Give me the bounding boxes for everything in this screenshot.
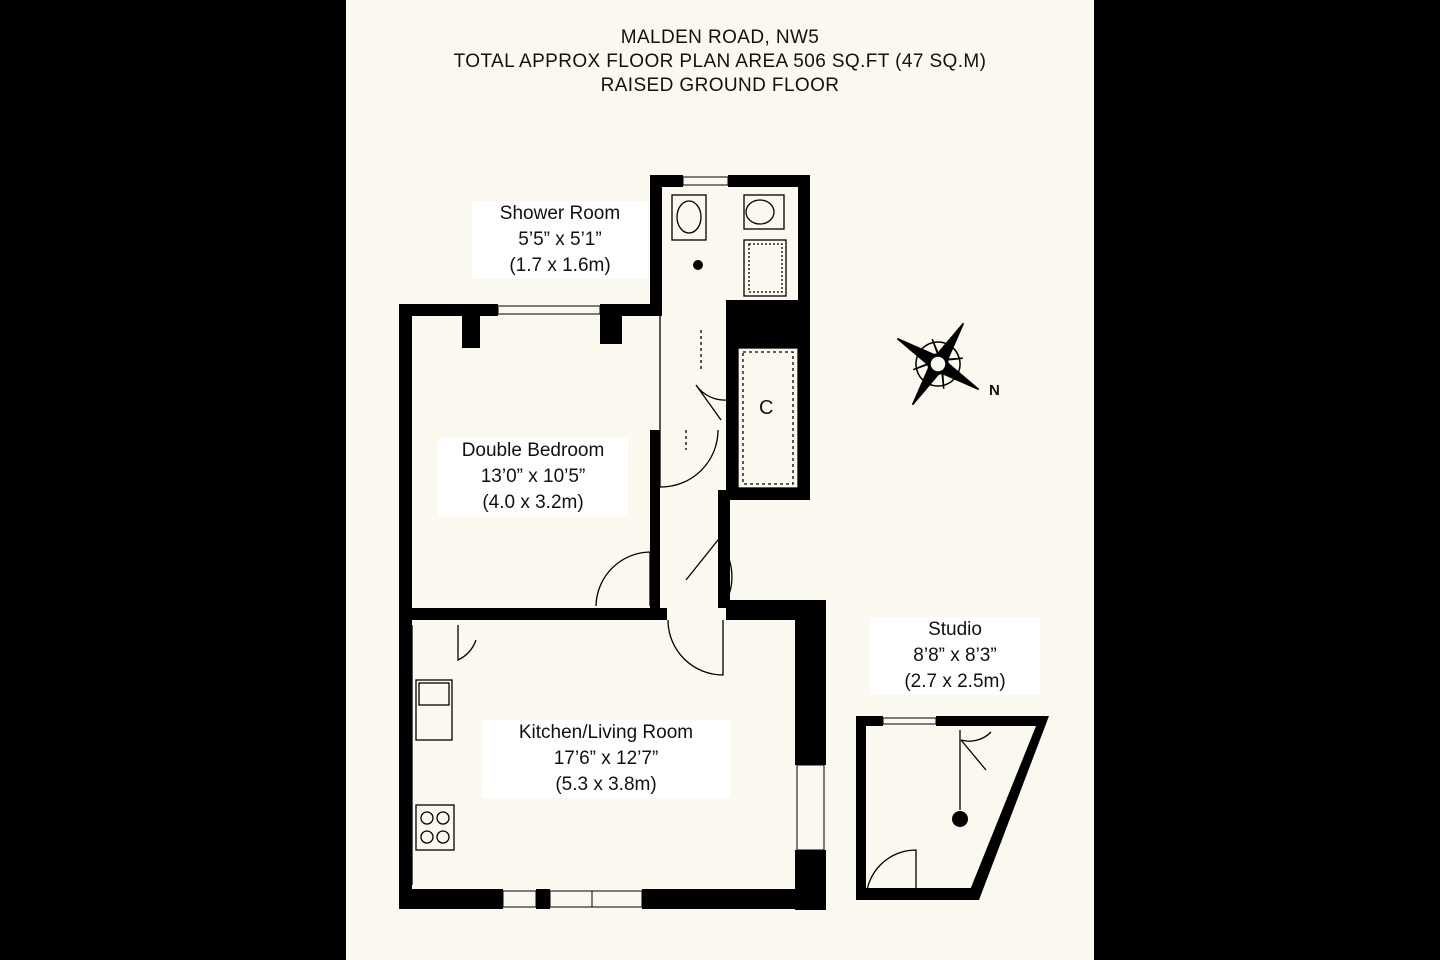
- plan-total-area: TOTAL APPROX FLOOR PLAN AREA 506 SQ.FT (47 SQ.M): [453, 51, 987, 72]
- kitchen-wall-bottom-left: [399, 889, 503, 909]
- compass-rose-icon: [872, 298, 1004, 430]
- shower-wall-top-right: [728, 175, 810, 187]
- hall-wall-left: [650, 430, 660, 608]
- bedroom-wall-left: [399, 304, 412, 909]
- studio-metric: (2.7 x 2.5m): [904, 671, 1006, 692]
- cupboard-label: C: [759, 397, 774, 419]
- kitchen-wall-bottom-mid: [536, 889, 550, 909]
- shower-wall-right: [798, 175, 810, 315]
- studio-name: Studio: [928, 619, 982, 640]
- studio-wall-top-right: [936, 716, 1049, 900]
- studio-wall-bottom: [856, 888, 979, 900]
- room-label-shower: [472, 201, 648, 279]
- shower-room-metric: (1.7 x 1.6m): [509, 255, 611, 276]
- kitchen-wall-right: [795, 620, 826, 765]
- plan-title-address: MALDEN ROAD, NW5: [620, 27, 820, 48]
- bedroom-imperial: 13’0” x 10’5”: [480, 466, 586, 487]
- bedroom-wall-top-left: [399, 304, 498, 316]
- hall-wall-right-lower: [726, 600, 826, 620]
- bedroom-pier-left: [462, 316, 480, 348]
- shower-room-imperial: 5’5” x 5’1”: [518, 229, 602, 250]
- room-label-kitchen: [482, 720, 730, 798]
- shower-room-name: Shower Room: [499, 203, 621, 224]
- shower-wall-left: [650, 175, 662, 315]
- bedroom-wall-top-right: [600, 304, 662, 316]
- room-label-bedroom: [438, 438, 628, 516]
- kitchen-name: Kitchen/Living Room: [518, 722, 694, 743]
- bedroom-name: Double Bedroom: [461, 440, 605, 461]
- studio-walls: [856, 716, 883, 900]
- plan-floor-level: RAISED GROUND FLOOR: [600, 75, 840, 96]
- kitchen-wall-bottom-right: [642, 889, 826, 909]
- room-label-studio: [870, 617, 1040, 695]
- bedroom-pier-right: [600, 316, 622, 344]
- kitchen-imperial: 17’6” x 12’7”: [553, 748, 659, 769]
- kitchen-metric: (5.3 x 3.8m): [555, 774, 657, 795]
- floor-plan-sheet: [346, 0, 1094, 960]
- studio-imperial: 8’8” x 8’3”: [913, 645, 997, 666]
- compass-north-label: N: [989, 382, 1000, 399]
- bedroom-kitchen-divider: [399, 608, 667, 620]
- bedroom-metric: (4.0 x 3.2m): [482, 492, 584, 513]
